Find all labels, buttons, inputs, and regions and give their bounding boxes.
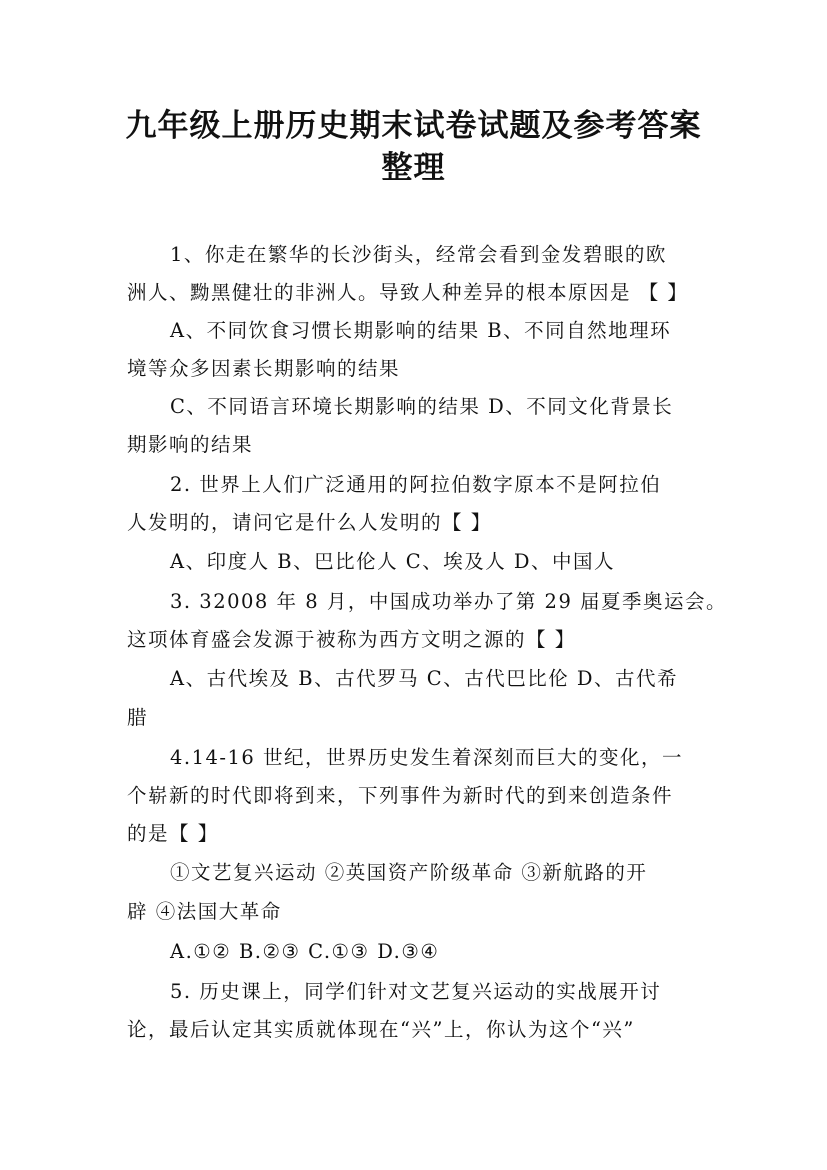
question-1-line-1: 1、你走在繁华的长沙街头，经常会看到金发碧眼的欧 — [170, 243, 667, 266]
question-4-items-line-2: 辟 ④法国大革命 — [127, 900, 282, 923]
question-1-option-line-4: 期影响的结果 — [127, 433, 254, 456]
question-3-line-2: 这项体育盛会发源于被称为西方文明之源的【 】 — [127, 628, 576, 651]
question-3-line-1: 3. 32008 年 8 月，中国成功举办了第 29 届夏季奥运会。 — [170, 590, 728, 613]
question-1-option-line-2: 境等众多因素长期影响的结果 — [127, 357, 401, 380]
question-4-line-3: 的是【 】 — [127, 822, 219, 845]
question-2-options: A、印度人 B、巴比伦人 C、埃及人 D、中国人 — [170, 550, 616, 573]
question-1-line-2: 洲人、黝黑健壮的非洲人。导致人种差异的根本原因是 【 】 — [127, 281, 689, 304]
question-3-options-line-1: A、古代埃及 B、古代罗马 C、古代巴比伦 D、古代希 — [170, 667, 679, 690]
question-5-line-1: 5. 历史课上，同学们针对文艺复兴运动的实战展开讨 — [170, 980, 662, 1003]
question-4-items-line-1: ①文艺复兴运动 ②英国资产阶级革命 ③新航路的开 — [170, 861, 648, 884]
question-1-option-line-3: C、不同语言环境长期影响的结果 D、不同文化背景长 — [170, 395, 674, 418]
question-2-line-2: 人发明的，请问它是什么人发明的【 】 — [127, 511, 492, 534]
question-5-line-2: 论，最后认定其实质就体现在“兴”上，你认为这个“兴” — [127, 1018, 635, 1041]
question-4-line-1: 4.14-16 世纪，世界历史发生着深刻而巨大的变化，一 — [170, 746, 684, 769]
document-title-continued: 整理 — [381, 150, 446, 186]
question-3-options-line-2: 腊 — [127, 706, 149, 729]
question-1-option-line-1: A、不同饮食习惯长期影响的结果 B、不同自然地理环 — [170, 319, 672, 342]
question-4-options: A.①② B.②③ C.①③ D.③④ — [170, 940, 440, 963]
question-4-line-2: 个崭新的时代即将到来，下列事件为新时代的到来创造条件 — [127, 784, 674, 807]
question-2-line-1: 2. 世界上人们广泛通用的阿拉伯数字原本不是阿拉伯 — [170, 473, 662, 496]
document-title: 九年级上册历史期末试卷试题及参考答案 — [125, 108, 702, 144]
